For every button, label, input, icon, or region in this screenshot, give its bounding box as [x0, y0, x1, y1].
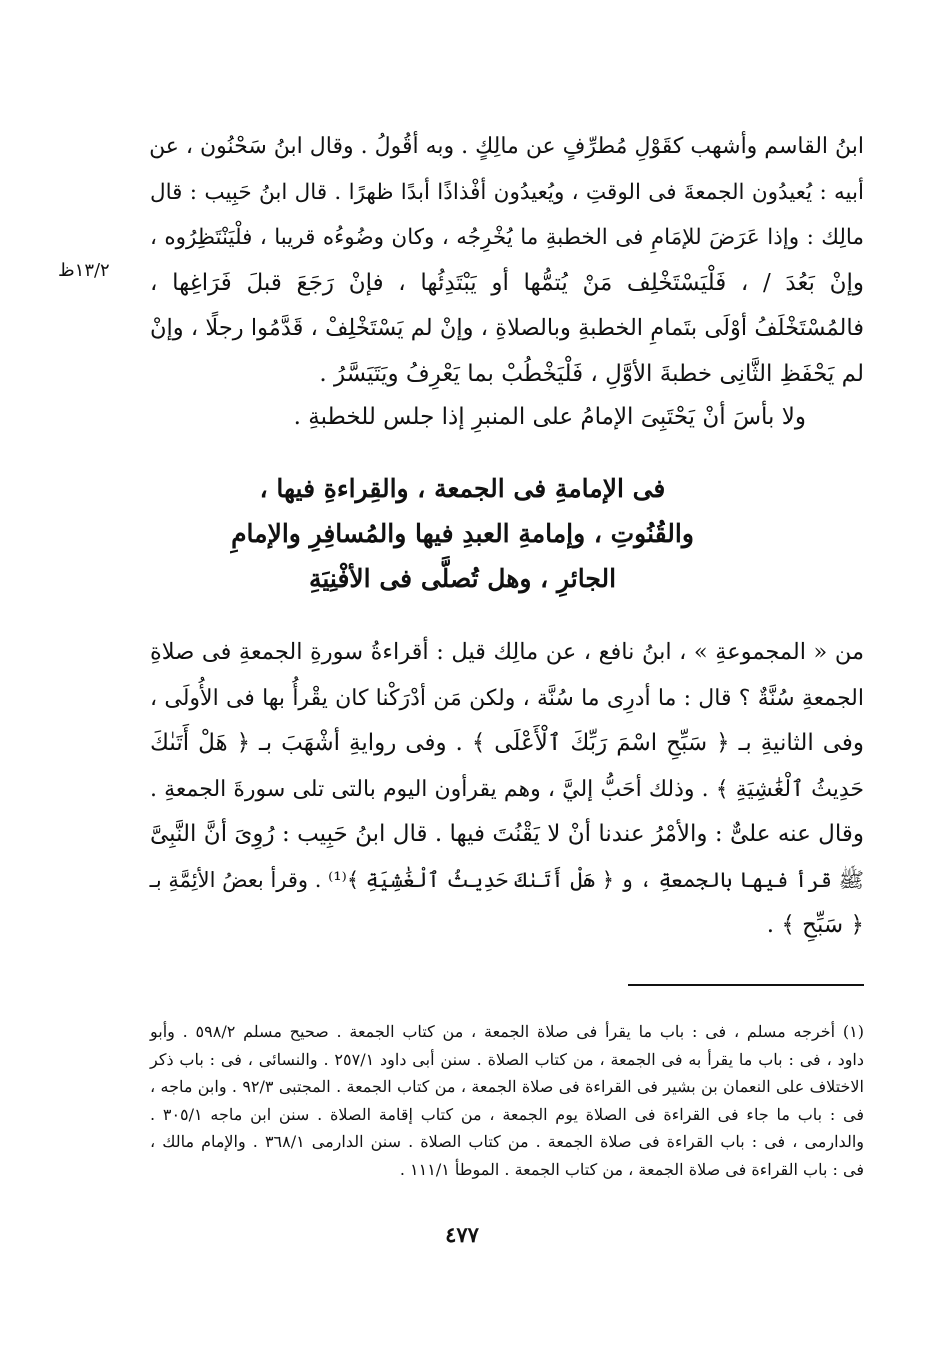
footnote-line: والدارمى ، فى : باب القراءة فى صلاة الجمعة . من كتاب الصلاة . سنن الدارمى ٣٦٨/١ . والإمام مالك ، — [150, 1132, 864, 1151]
text-line: وفى الثانيةِ بـ ﴿ سَبِّحِ اسْمَ رَبِّكَ ٱلْأَعْلَى ﴾ . وفى روايةِ أشْهَبَ بـ ﴿ هَلْ أَتَىٰكَ — [150, 730, 864, 756]
text-line: ﴿ سَبِّحِ ﴾ . — [766, 912, 864, 938]
text-line: وقال عنه علىٌّ : والأمْرُ عندنا أنْ لا يَقْنُتَ فيها . قال ابنُ حَبِيب : رُوِىَ أنَّ النَّبِىَّ — [150, 821, 864, 847]
heading-line: الجائرِ ، وهل تُصلَّى فى الأفْنِيَةِ — [308, 564, 617, 593]
paragraph-2 — [150, 630, 864, 949]
text-line: لم يَحْفَظِ الثَّانِى خطبةَ الأوَّلِ ، فَلْيَخْطُبْ بما يَعْرِفُ ويَتَيَسَّرُ . — [319, 360, 864, 387]
text-line: ﷺ قرأ فيها بالجمعةِ ، و ﴿ هَلْ أَتَىٰكَ حَدِيثُ ٱلْغَٰشِيَةِ ﴾⁽¹⁾ . وقرأ بعضُ الأئِمَّةِ بـ — [149, 867, 864, 892]
footnote-divider — [628, 984, 864, 986]
text-line: الجمعةِ سُنَّةٌ ؟ قال : ما أدرِى ما سُنَّة ، ولكن مَن أدْرَكْنا كان يقْرأُ بها فى الأُولَى ، — [150, 685, 864, 711]
section-heading — [200, 466, 725, 601]
footnote-line: (١) أخرجه مسلم ، فى : باب ما يقرأ فى صلاة الجمعة ، من كتاب الجمعة . صحيح مسلم ٥٩٨/٢ . وأبو — [150, 1022, 864, 1041]
footnote-line: الاختلاف على النعمان بن بشير فى القراءة فى صلاة الجمعة ، من كتاب الجمعة . المجتبى ٩٢/٣ . وابن ماجه ، — [150, 1077, 865, 1096]
text-line: فالمُسْتَخْلَفُ أوْلَى بتَمامِ الخطبةِ وبالصلاةِ ، وإنْ لم يَسْتَخْلِفْ ، قَدَّمُوا رجلًا ، وإنْ — [150, 315, 864, 341]
text-line: ابنُ القاسم وأشهب كقَوْلِ مُطرِّفٍ عن مالِكٍ . وبه أقُولُ . وقال ابنُ سَحْنُون ، عن — [149, 134, 864, 159]
text-line: وإنْ بَعُدَ / ، فَلْيَسْتَخْلِف مَنْ يُتمُّها أو يَبْتَدِئُها ، فإنْ رَجَعَ قبلَ فَرَاغِها ، — [150, 269, 864, 296]
footnotes — [150, 1018, 864, 1183]
footnote-line: فى : باب ما جاء فى القراءة فى الصلاة يوم الجمعة ، من كتاب إقامة الصلاة . سنن ابن ماجه ٣٠٥/١ . — [150, 1104, 864, 1124]
paragraph-1 — [150, 124, 864, 397]
text-line: مالِك : وإذا عَرَضَ للإمَامِ فى الخطبةِ ما يُخْرِجُه ، وكان وضُوءُه قريبا ، فلْيَنْتَظِرُوه ، — [150, 225, 864, 250]
heading-line: والقُنُوتِ ، وإمامةِ العبدِ فيها والمُسافِرِ والإمامِ — [231, 519, 694, 548]
manuscript-folio-note: ١٣/٢ظ — [58, 260, 110, 281]
text-line: من « المجموعةِ » ، ابنُ نافع ، عن مالِك قيل : أقراءةُ سورةِ الجمعةِ فى صلاةِ — [150, 639, 864, 665]
paragraph-single: ولا بأسَ أنْ يَحْتَبِىَ الإمامُ على المنبرِ إذا جلس للخطبةِ . — [293, 404, 806, 430]
footnote-line: داود ، فى : باب ما يقرأ به فى الجمعة ، من كتاب الصلاة . سنن أبى داود ٢٥٧/١ . والنسائى ، فى : باب ذكر — [150, 1049, 865, 1069]
text-line: حَدِيثُ ٱلْغَٰشِيَةِ ﴾ . وذلك أحَبُّ إليَّ ، وهم يقرأون اليوم بالتى تلى سورةَ الجمعةِ . — [150, 776, 864, 802]
footnote-line: فى : باب القراءة فى صلاة الجمعة ، من كتاب الجمعة . الموطأ ١١١/١ . — [399, 1159, 864, 1179]
page-number: ٤٧٧ — [445, 1222, 479, 1247]
text-line: أبيه : يُعيدُون الجمعةَ فى الوقتِ ، ويُعيدُون أفْذاذًا أبدًا ظهرًا . قال ابنُ حَبِيب : قال — [150, 179, 864, 205]
heading-line: فى الإمامةِ فى الجمعة ، والقِراءةِ فيها ، — [259, 474, 666, 503]
